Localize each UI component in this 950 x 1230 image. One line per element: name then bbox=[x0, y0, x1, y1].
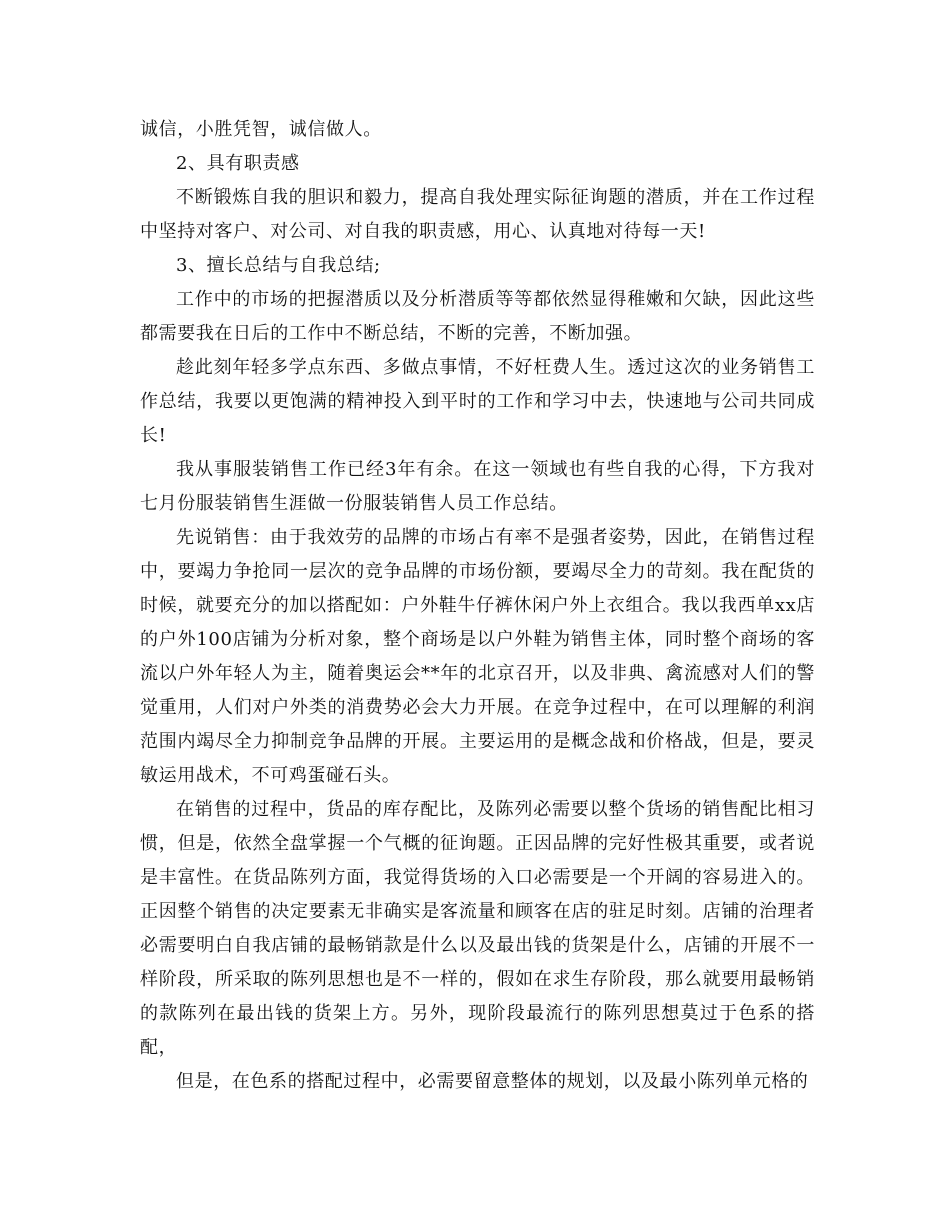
paragraph-3: 不断锻炼自我的胆识和毅力，提高自我处理实际征询题的潜质，并在工作过程中坚持对客户、对公司、对自我的职责感，用心、认真地对待每一天! bbox=[140, 187, 815, 242]
body-text bbox=[140, 113, 815, 1099]
paragraph-8: 先说销售：由于我效劳的品牌的市场占有率不是强者姿势，因此，在销售过程中，要竭力争抢同一层次的竞争品牌的市场份额，要竭尽全力的苛刻。我在配货的时候，就要充分的加以搭配如：户外鞋牛仔裤休闲户外上衣组合。我以我西单xx店的户外100店铺为分析对象，整个商场是以户外鞋为销售主体，同时整个商场的客流以户外年轻人为主，随着奥运会**年的北京召开，以及非典、禽流感对人们的警觉重用，人们对户外类的消费势必会大力开展。在竞争过程中，在可以理解的利润范围内竭尽全力抑制竞争品牌的开展。主要运用的是概念战和价格战，但是，要灵敏运用战术，不可鸡蛋碰石头。 bbox=[140, 527, 815, 786]
paragraph-7: 我从事服装销售工作已经3年有余。在这一领域也有些自我的心得，下方我对七月份服装销售生涯做一份服装销售人员工作总结。 bbox=[140, 459, 815, 514]
paragraph-9: 在销售的过程中，货品的库存配比，及陈列必需要以整个货场的销售配比相习惯，但是，依然全盘掌握一个气概的征询题。正因品牌的完好性极其重要，或者说是丰富性。在货品陈列方面，我觉得货场的入口必需要是一个开阔的容易进入的。正因整个销售的决定要素无非确实是客流量和顾客在店的驻足时刻。店铺的治理者必需要明白自我店铺的最畅销款是什么以及最出钱的货架是什么，店铺的开展不一样阶段，所采取的陈列思想也是不一样的，假如在求生存阶段，那么就要用最畅销的款陈列在最出钱的货架上方。另外，现阶段最流行的陈列思想莫过于色系的搭配， bbox=[140, 799, 815, 1058]
paragraph-1: 诚信，小胜凭智，诚信做人。 bbox=[140, 119, 382, 140]
paragraph-5: 工作中的市场的把握潜质以及分析潜质等等都依然显得稚嫩和欠缺，因此这些都需要我在日后的工作中不断总结，不断的完善，不断加强。 bbox=[140, 289, 815, 344]
paragraph-10: 但是，在色系的搭配过程中，必需要留意整体的规划，以及最小陈列单元格的 bbox=[176, 1071, 809, 1092]
paragraph-4-heading: 3、擅长总结与自我总结; bbox=[176, 255, 381, 276]
paragraph-6: 趁此刻年轻多学点东西、多做点事情，不好枉费人生。透过这次的业务销售工作总结，我要以更饱满的精神投入到平时的工作和学习中去，快速地与公司共同成长! bbox=[140, 357, 815, 446]
paragraph-2-heading: 2、具有职责感 bbox=[176, 153, 300, 174]
